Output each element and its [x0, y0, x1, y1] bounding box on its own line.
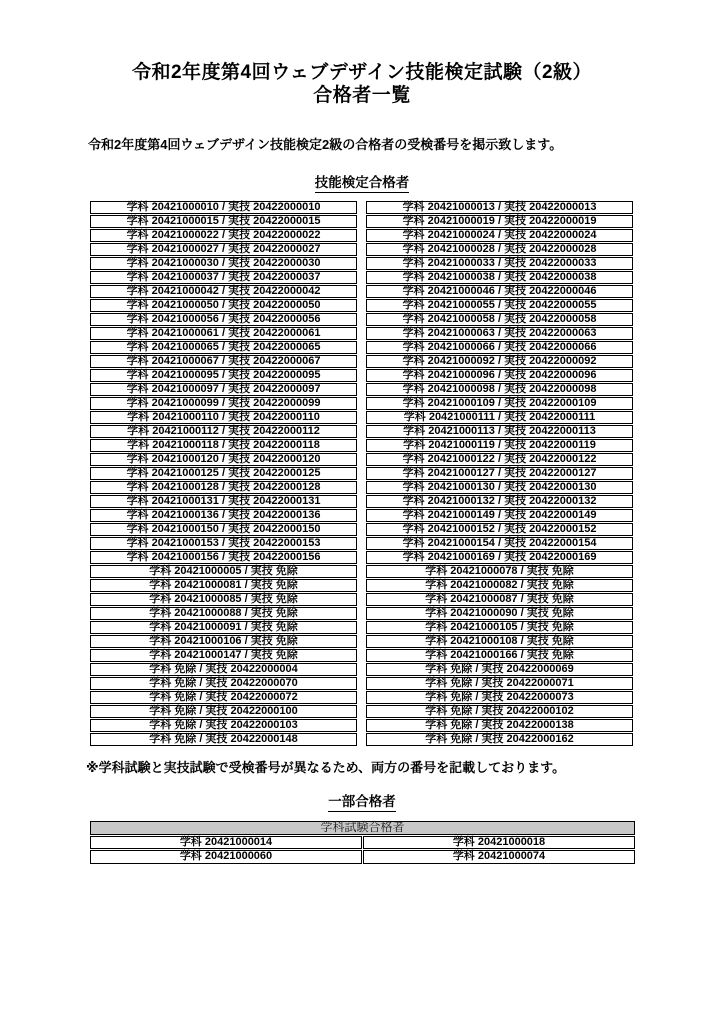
- table-row: [90, 481, 357, 494]
- table-row: [366, 495, 633, 508]
- table-row: [90, 397, 357, 410]
- candidate-number-cell: 学科 20421000166 / 実技 免除: [366, 649, 633, 662]
- table-row: [90, 341, 357, 354]
- candidate-number-cell: 学科 20421000090 / 実技 免除: [366, 607, 633, 620]
- table-row: [90, 719, 357, 732]
- table-row: [366, 663, 633, 676]
- table-row: [366, 481, 633, 494]
- candidate-number-cell: 学科 20421000150 / 実技 20422000150: [90, 523, 357, 536]
- table-row: [366, 383, 633, 396]
- table-row: [90, 663, 357, 676]
- table-row: [90, 383, 357, 396]
- table-row: [366, 425, 633, 438]
- section-heading-certified-label: 技能検定合格者: [315, 175, 410, 193]
- candidate-number-cell: 学科 20421000060: [90, 850, 362, 864]
- table-row: [366, 733, 633, 746]
- table-row: [366, 467, 633, 480]
- table-row: [366, 551, 633, 564]
- table-row: [366, 579, 633, 592]
- candidate-number-cell: 学科 20421000096 / 実技 20422000096: [366, 369, 633, 382]
- candidate-number-cell: 学科 20421000063 / 実技 20422000063: [366, 327, 633, 340]
- candidate-number-cell: 学科 20421000108 / 実技 免除: [366, 635, 633, 648]
- candidate-number-cell: 学科 20421000098 / 実技 20422000098: [366, 383, 633, 396]
- candidate-number-cell: 学科 20421000065 / 実技 20422000065: [90, 341, 357, 354]
- table-row: [366, 327, 633, 340]
- table-row: [90, 299, 357, 312]
- candidate-number-cell: 学科 20421000169 / 実技 20422000169: [366, 551, 633, 564]
- candidate-number-cell: 学科 20421000042 / 実技 20422000042: [90, 285, 357, 298]
- table-row: [366, 271, 633, 284]
- table-row: [90, 313, 357, 326]
- candidate-number-cell: 学科 20421000056 / 実技 20422000056: [90, 313, 357, 326]
- candidate-number-cell: 学科 20421000113 / 実技 20422000113: [366, 425, 633, 438]
- candidate-number-cell: 学科 20421000091 / 実技 免除: [90, 621, 357, 634]
- table-row: [90, 271, 357, 284]
- table-row: [90, 411, 357, 424]
- candidate-number-cell: 学科 20421000109 / 実技 20422000109: [366, 397, 633, 410]
- candidate-number-cell: 学科 20421000033 / 実技 20422000033: [366, 257, 633, 270]
- candidate-number-cell: 学科 20421000105 / 実技 免除: [366, 621, 633, 634]
- candidate-number-cell: 学科 20421000066 / 実技 20422000066: [366, 341, 633, 354]
- table-row: [90, 439, 357, 452]
- table-row: [366, 607, 633, 620]
- table-row: [90, 509, 357, 522]
- page-title: [0, 0, 724, 107]
- table-row: [90, 369, 357, 382]
- table-row: [90, 691, 357, 704]
- table-row: [366, 215, 633, 228]
- candidate-number-cell: 学科 20421000112 / 実技 20422000112: [90, 425, 357, 438]
- candidate-number-cell: 学科 20421000087 / 実技 免除: [366, 593, 633, 606]
- candidate-number-cell: 学科 20421000147 / 実技 免除: [90, 649, 357, 662]
- table-row: [90, 635, 357, 648]
- section-heading-certified: [0, 175, 724, 193]
- candidate-number-cell: 学科 20421000081 / 実技 免除: [90, 579, 357, 592]
- candidate-number-cell: 学科 20421000028 / 実技 20422000028: [366, 243, 633, 256]
- table-row: [90, 593, 357, 606]
- table-row: [366, 313, 633, 326]
- table-row: [90, 257, 357, 270]
- table-row: [90, 565, 357, 578]
- table-row: [90, 355, 357, 368]
- table-row: [366, 355, 633, 368]
- table-row: [366, 439, 633, 452]
- candidate-number-cell: 学科 20421000099 / 実技 20422000099: [90, 397, 357, 410]
- candidate-number-cell: 学科 20421000078 / 実技 免除: [366, 565, 633, 578]
- table-row: [366, 411, 633, 424]
- candidate-number-cell: 学科 20421000085 / 実技 免除: [90, 593, 357, 606]
- candidate-number-cell: 学科 20421000156 / 実技 20422000156: [90, 551, 357, 564]
- candidate-number-cell: 学科 20421000154 / 実技 20422000154: [366, 537, 633, 550]
- intro-text: 令和2年度第4回ウェブデザイン技能検定2級の合格者の受検番号を掲示致します。: [88, 137, 563, 152]
- table-row: [90, 229, 357, 242]
- table-row: [90, 495, 357, 508]
- table-row: [366, 201, 633, 214]
- candidate-number-cell: 学科 20421000067 / 実技 20422000067: [90, 355, 357, 368]
- candidate-number-cell: 学科 20421000106 / 実技 免除: [90, 635, 357, 648]
- candidate-number-cell: 学科 20421000149 / 実技 20422000149: [366, 509, 633, 522]
- candidate-number-cell: 学科 20421000046 / 実技 20422000046: [366, 285, 633, 298]
- table-row: [366, 621, 633, 634]
- candidate-number-cell: 学科 20421000119 / 実技 20422000119: [366, 439, 633, 452]
- table-row: [90, 243, 357, 256]
- partial-table-header: 学科試験合格者: [90, 821, 635, 835]
- candidate-number-cell: 学科 20421000131 / 実技 20422000131: [90, 495, 357, 508]
- candidate-number-cell: 学科 免除 / 実技 20422000138: [366, 719, 633, 732]
- candidate-number-cell: 学科 免除 / 実技 20422000100: [90, 705, 357, 718]
- candidate-number-cell: 学科 20421000027 / 実技 20422000027: [90, 243, 357, 256]
- table-row: [366, 243, 633, 256]
- table-row: [366, 691, 633, 704]
- candidate-number-cell: 学科 免除 / 実技 20422000004: [90, 663, 357, 676]
- table-row: [366, 677, 633, 690]
- candidate-number-cell: 学科 20421000132 / 実技 20422000132: [366, 495, 633, 508]
- table-row: [90, 285, 357, 298]
- passers-table-right-column: [365, 200, 634, 747]
- table-row: [90, 215, 357, 228]
- table-row: [90, 467, 357, 480]
- candidate-number-cell: 学科 免除 / 実技 20422000102: [366, 705, 633, 718]
- table-row: [90, 453, 357, 466]
- candidate-number-cell: 学科 20421000128 / 実技 20422000128: [90, 481, 357, 494]
- table-row: [90, 523, 357, 536]
- candidate-number-cell: 学科 20421000082 / 実技 免除: [366, 579, 633, 592]
- table-row: [366, 523, 633, 536]
- table-row: [90, 733, 357, 746]
- table-row: [90, 607, 357, 620]
- candidate-number-cell: 学科 20421000050 / 実技 20422000050: [90, 299, 357, 312]
- table-row: [366, 565, 633, 578]
- candidate-number-cell: 学科 20421000092 / 実技 20422000092: [366, 355, 633, 368]
- candidate-number-cell: 学科 免除 / 実技 20422000072: [90, 691, 357, 704]
- candidate-number-cell: 学科 20421000127 / 実技 20422000127: [366, 467, 633, 480]
- table-row: [90, 327, 357, 340]
- candidate-number-cell: 学科 20421000152 / 実技 20422000152: [366, 523, 633, 536]
- candidate-number-cell: 学科 20421000015 / 実技 20422000015: [90, 215, 357, 228]
- candidate-number-cell: 学科 20421000118 / 実技 20422000118: [90, 439, 357, 452]
- candidate-number-cell: 学科 20421000153 / 実技 20422000153: [90, 537, 357, 550]
- candidate-number-cell: 学科 20421000125 / 実技 20422000125: [90, 467, 357, 480]
- candidate-number-cell: 学科 20421000130 / 実技 20422000130: [366, 481, 633, 494]
- passers-table-left-column: [89, 200, 358, 747]
- table-header-row: [90, 821, 635, 835]
- table-row: [366, 635, 633, 648]
- candidate-number-cell: 学科 20421000024 / 実技 20422000024: [366, 229, 633, 242]
- candidate-number-cell: 学科 20421000014: [90, 836, 362, 850]
- candidate-number-cell: 学科 20421000010 / 実技 20422000010: [90, 201, 357, 214]
- table-row: [366, 285, 633, 298]
- candidate-number-cell: 学科 20421000061 / 実技 20422000061: [90, 327, 357, 340]
- table-row: [366, 593, 633, 606]
- partial-passers-table: [89, 820, 636, 865]
- candidate-number-cell: 学科 20421000058 / 実技 20422000058: [366, 313, 633, 326]
- table-row: [90, 621, 357, 634]
- table-row: [90, 836, 635, 850]
- table-row: [366, 705, 633, 718]
- passers-table: [89, 200, 724, 747]
- candidate-number-cell: 学科 免除 / 実技 20422000103: [90, 719, 357, 732]
- candidate-number-cell: 学科 20421000013 / 実技 20422000013: [366, 201, 633, 214]
- table-row: [90, 551, 357, 564]
- table-row: [90, 677, 357, 690]
- candidate-number-cell: 学科 20421000018: [363, 836, 635, 850]
- table-row: [366, 649, 633, 662]
- candidate-number-cell: 学科 20421000037 / 実技 20422000037: [90, 271, 357, 284]
- table-row: [366, 397, 633, 410]
- table-row: [90, 201, 357, 214]
- section-heading-partial: [0, 794, 724, 812]
- table-row: [366, 537, 633, 550]
- table-row: [366, 341, 633, 354]
- table-row: [90, 579, 357, 592]
- candidate-number-cell: 学科 20421000038 / 実技 20422000038: [366, 271, 633, 284]
- candidate-number-cell: 学科 20421000005 / 実技 免除: [90, 565, 357, 578]
- page-title-line-2: 合格者一覧: [313, 85, 411, 106]
- section-heading-partial-label: 一部合格者: [328, 794, 396, 812]
- candidate-number-cell: 学科 免除 / 実技 20422000162: [366, 733, 633, 746]
- candidate-number-cell: 学科 免除 / 実技 20422000071: [366, 677, 633, 690]
- candidate-number-cell: 学科 20421000110 / 実技 20422000110: [90, 411, 357, 424]
- candidate-number-cell: 学科 20421000055 / 実技 20422000055: [366, 299, 633, 312]
- note-text: ※学科試験と実技試験で受検番号が異なるため、両方の番号を記載しております。: [86, 760, 566, 775]
- candidate-number-cell: 学科 20421000030 / 実技 20422000030: [90, 257, 357, 270]
- candidate-number-cell: 学科 20421000120 / 実技 20422000120: [90, 453, 357, 466]
- candidate-number-cell: 学科 20421000097 / 実技 20422000097: [90, 383, 357, 396]
- table-row: [366, 299, 633, 312]
- candidate-number-cell: 学科 免除 / 実技 20422000148: [90, 733, 357, 746]
- table-row: [366, 719, 633, 732]
- candidate-number-cell: 学科 20421000074: [363, 850, 635, 864]
- table-row: [90, 425, 357, 438]
- table-row: [366, 257, 633, 270]
- candidate-number-cell: 学科 20421000019 / 実技 20422000019: [366, 215, 633, 228]
- candidate-number-cell: 学科 20421000095 / 実技 20422000095: [90, 369, 357, 382]
- table-row: [90, 537, 357, 550]
- page-title-line-1: 令和2年度第4回ウェブデザイン技能検定試験（2級）: [131, 62, 593, 83]
- candidate-number-cell: 学科 20421000136 / 実技 20422000136: [90, 509, 357, 522]
- candidate-number-cell: 学科 20421000122 / 実技 20422000122: [366, 453, 633, 466]
- table-row: [366, 229, 633, 242]
- table-row: [366, 453, 633, 466]
- candidate-number-cell: 学科 20421000111 / 実技 20422000111: [366, 411, 633, 424]
- table-row: [366, 509, 633, 522]
- candidate-number-cell: 学科 免除 / 実技 20422000070: [90, 677, 357, 690]
- candidate-number-cell: 学科 20421000022 / 実技 20422000022: [90, 229, 357, 242]
- candidate-number-cell: 学科 免除 / 実技 20422000073: [366, 691, 633, 704]
- candidate-number-cell: 学科 免除 / 実技 20422000069: [366, 663, 633, 676]
- table-row: [90, 850, 635, 864]
- candidate-number-cell: 学科 20421000088 / 実技 免除: [90, 607, 357, 620]
- table-row: [366, 369, 633, 382]
- table-row: [90, 705, 357, 718]
- table-row: [90, 649, 357, 662]
